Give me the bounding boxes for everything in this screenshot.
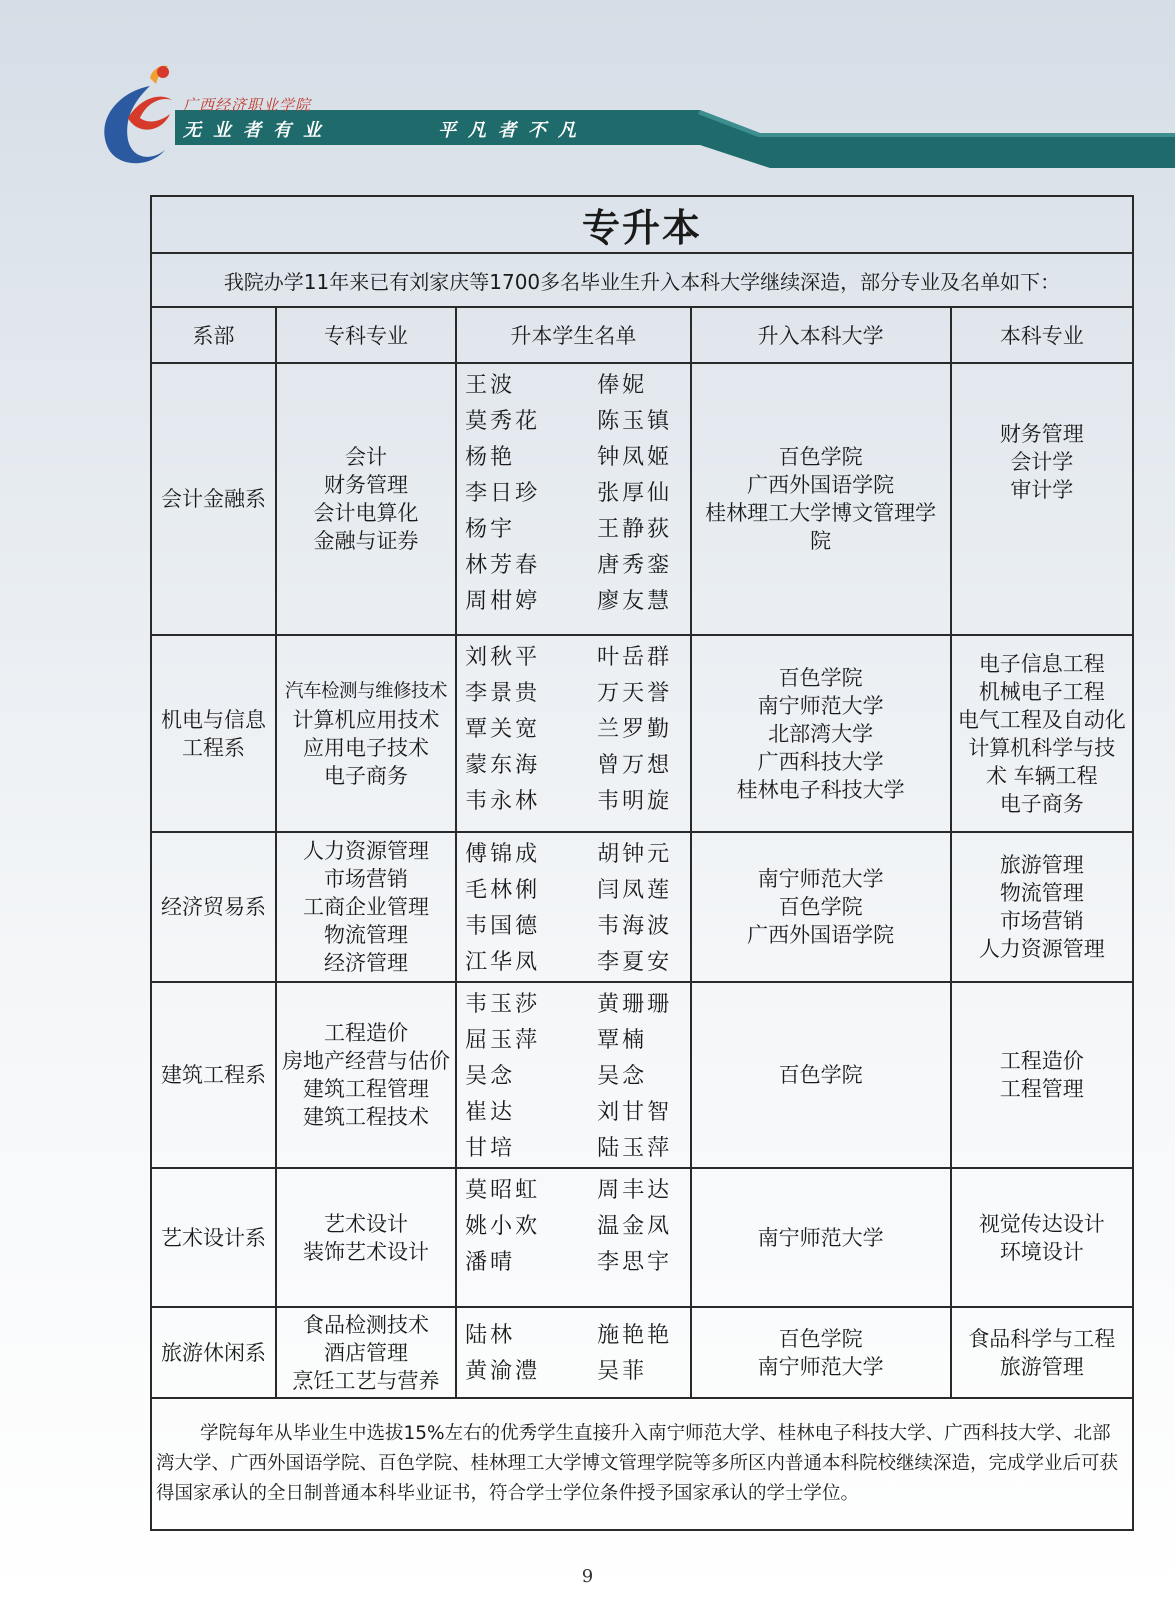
table-body [151, 363, 1133, 1398]
dept-cell: 机电与信息工程系 [151, 635, 276, 832]
student-name: 黄渝澧 [465, 1359, 541, 1384]
university-cell-line: 百色学院 [778, 445, 863, 469]
university-cell-line: 桂林电子科技大学 [736, 777, 905, 802]
dept-cell: 艺术设计系 [151, 1168, 276, 1307]
student-name: 毛林俐 [465, 878, 541, 903]
student-name: 施艳艳 [597, 1323, 673, 1348]
majors-cell-line: 汽车检测与维修技术 [285, 680, 448, 702]
student-name: 韦永林 [465, 789, 541, 814]
bachelor-cell-line: 电气工程及自动化 [957, 707, 1126, 732]
majors-cell-line: 物流管理 [324, 923, 408, 947]
bachelor-cell [951, 832, 1133, 982]
bachelor-cell-line: 工程造价 [999, 1049, 1084, 1073]
student-name: 甘培 [465, 1136, 516, 1161]
bachelor-cell-line: 电子信息工程 [978, 651, 1105, 676]
majors-cell-line: 电子商务 [324, 763, 408, 788]
university-cell-line: 百色学院 [778, 895, 863, 919]
university-cell-line: 院 [810, 529, 832, 553]
university-cell [691, 1168, 951, 1307]
student-name: 胡钟元 [597, 842, 673, 867]
table-title: 专升本 [151, 196, 1133, 253]
bachelor-cell-line: 电子商务 [999, 791, 1084, 816]
bachelor-cell-line: 术 车辆工程 [985, 763, 1098, 788]
university-cell-line: 南宁师范大学 [757, 1354, 884, 1379]
student-name: 杨宇 [465, 517, 516, 542]
university-cell-line: 桂林理工大学博文管理学 [705, 501, 937, 525]
bachelor-cell-line: 审计学 [1010, 478, 1074, 502]
student-name: 万天誉 [597, 681, 673, 706]
table-row [151, 363, 1133, 635]
majors-cell-line: 建筑工程管理 [303, 1077, 429, 1101]
majors-cell-line: 应用电子技术 [303, 735, 429, 760]
table-row [151, 635, 1133, 832]
bachelor-cell [951, 635, 1133, 832]
student-name: 闫凤莲 [597, 878, 673, 903]
student-name: 莫秀花 [465, 409, 541, 434]
university-cell [691, 363, 951, 635]
university-cell-line: 南宁师范大学 [757, 1225, 884, 1250]
university-cell-line: 南宁师范大学 [757, 867, 884, 891]
student-name: 崔达 [465, 1100, 516, 1125]
bachelor-cell-line: 人力资源管理 [978, 937, 1105, 961]
bachelor-cell-line: 会计学 [1010, 450, 1074, 474]
student-name: 唐秀銮 [597, 553, 673, 578]
bachelor-cell-line: 物流管理 [999, 881, 1084, 905]
student-name: 陆林 [465, 1323, 516, 1348]
student-name: 俸妮 [597, 373, 648, 398]
student-name: 潘晴 [465, 1250, 516, 1275]
majors-cell-line: 经济管理 [324, 951, 408, 975]
university-cell [691, 1307, 951, 1398]
majors-cell [276, 635, 456, 832]
student-name: 吴菲 [597, 1359, 648, 1384]
header-dept: 系部 [151, 307, 276, 363]
student-name: 陆玉萍 [597, 1136, 673, 1161]
student-name: 傅锦成 [465, 842, 541, 867]
dept-cell: 经济贸易系 [151, 832, 276, 982]
student-name: 廖友慧 [597, 589, 673, 614]
dept-cell: 建筑工程系 [151, 982, 276, 1168]
table-row [151, 982, 1133, 1168]
student-name: 杨艳 [465, 445, 516, 470]
student-name: 覃关宽 [465, 717, 541, 742]
student-name: 刘秋平 [465, 645, 541, 670]
university-cell-line: 南宁师范大学 [757, 693, 884, 718]
university-cell [691, 635, 951, 832]
bachelor-cell [951, 1168, 1133, 1307]
bachelor-cell-line: 旅游管理 [999, 1354, 1084, 1379]
university-cell-line: 百色学院 [778, 665, 863, 690]
names-cell [456, 982, 690, 1168]
student-name: 王静荻 [597, 517, 673, 542]
bachelor-cell-line: 工程管理 [999, 1077, 1084, 1101]
majors-cell [276, 982, 456, 1168]
majors-cell-line: 市场营销 [324, 867, 408, 891]
majors-cell [276, 1168, 456, 1307]
student-name: 李景贵 [465, 681, 541, 706]
majors-cell-line: 财务管理 [324, 473, 408, 497]
names-cell [456, 832, 690, 982]
bachelor-cell-line: 机械电子工程 [978, 679, 1105, 704]
student-name: 陈玉镇 [597, 409, 673, 434]
table-footer-note: 学院每年从毕业生中选拔15%左右的优秀学生直接升入南宁师范大学、桂林电子科技大学、广西科技大学、北部湾大学、广西外国语学院、百色学院、桂林理工大学博文管理学院等多所区内普通本科院校继续深造，完成学业后可获得国家承认的全日制普通本科毕业证书，符合学士学位条件授予国家承认的学士学位。 [151, 1398, 1133, 1530]
student-name: 黄珊珊 [597, 992, 673, 1017]
header-university: 升入本科大学 [691, 307, 951, 363]
header-names: 升本学生名单 [456, 307, 690, 363]
table-row [151, 1168, 1133, 1307]
bachelor-cell [951, 982, 1133, 1168]
university-cell-line: 广西外国语学院 [747, 923, 895, 947]
student-name: 姚小欢 [465, 1214, 541, 1239]
university-cell [691, 982, 951, 1168]
page-header [0, 0, 1175, 190]
bachelor-cell-line: 市场营销 [999, 909, 1084, 933]
university-cell-line: 北部湾大学 [768, 721, 874, 746]
dept-cell: 旅游休闲系 [151, 1307, 276, 1398]
student-name: 王波 [465, 373, 516, 398]
student-name: 兰罗勤 [597, 717, 673, 742]
bachelor-cell-line: 视觉传达设计 [978, 1211, 1105, 1236]
student-name: 覃楠 [597, 1028, 648, 1053]
majors-cell-line: 房地产经营与估价 [282, 1049, 450, 1073]
student-name: 韦明旋 [597, 789, 673, 814]
student-name: 钟凤姬 [597, 445, 673, 470]
majors-cell [276, 363, 456, 635]
table-row [151, 832, 1133, 982]
student-name: 刘甘智 [597, 1100, 673, 1125]
student-name: 周丰达 [597, 1178, 673, 1203]
student-name: 屈玉萍 [465, 1028, 541, 1053]
table-header-row [151, 307, 1133, 363]
majors-cell-line: 食品检测技术 [303, 1312, 429, 1337]
names-cell [456, 363, 690, 635]
student-name: 吴念 [597, 1064, 648, 1089]
majors-cell-line: 人力资源管理 [303, 839, 429, 863]
student-name: 李夏安 [597, 950, 673, 975]
student-name: 温金凤 [597, 1214, 673, 1239]
upgrade-table [150, 195, 1134, 1531]
student-name: 曾万想 [597, 753, 673, 778]
student-name: 叶岳群 [597, 645, 673, 670]
names-cell [456, 1307, 690, 1398]
header-banner [0, 0, 1175, 190]
majors-cell-line: 会计 [345, 445, 387, 469]
university-cell-line: 百色学院 [778, 1063, 863, 1087]
names-cell [456, 1168, 690, 1307]
student-name: 莫昭虹 [465, 1178, 541, 1203]
table-intro: 我院办学11年来已有刘家庆等1700多名毕业生升入本科大学继续深造，部分专业及名单如下： [151, 253, 1133, 307]
school-logo-icon [104, 66, 172, 164]
bachelor-cell-line: 环境设计 [999, 1239, 1084, 1264]
majors-cell-line: 会计电算化 [313, 501, 419, 525]
student-name: 江华凤 [465, 950, 541, 975]
student-name: 张厚仙 [597, 481, 673, 506]
majors-cell-line: 工程造价 [324, 1021, 408, 1045]
university-cell-line: 广西科技大学 [757, 749, 884, 774]
page-number: 9 [581, 1566, 594, 1587]
names-cell [456, 635, 690, 832]
university-cell-line: 百色学院 [778, 1326, 863, 1351]
student-name: 吴念 [465, 1064, 516, 1089]
majors-cell-line: 建筑工程技术 [303, 1105, 429, 1129]
motto-left: 无业者有业 [183, 120, 333, 141]
student-name: 林芳春 [465, 553, 541, 578]
majors-cell-line: 酒店管理 [324, 1340, 408, 1365]
majors-cell [276, 1307, 456, 1398]
majors-cell [276, 832, 456, 982]
majors-cell-line: 烹饪工艺与营养 [292, 1368, 440, 1393]
bachelor-cell [951, 363, 1133, 635]
header-bachelor: 本科专业 [951, 307, 1133, 363]
school-name: 广西经济职业学院 [183, 96, 312, 114]
student-name: 韦海波 [597, 914, 673, 939]
header-majors: 专科专业 [276, 307, 456, 363]
student-name: 韦玉莎 [465, 992, 541, 1017]
motto-right: 平凡者不凡 [438, 120, 588, 141]
majors-cell-line: 金融与证券 [313, 529, 419, 553]
bachelor-cell [951, 1307, 1133, 1398]
university-cell-line: 广西外国语学院 [747, 473, 895, 497]
student-name: 周柑婷 [465, 589, 541, 614]
bachelor-cell-line: 计算机科学与技 [968, 735, 1116, 760]
majors-cell-line: 计算机应用技术 [292, 707, 440, 732]
dept-cell: 会计金融系 [151, 363, 276, 635]
bachelor-cell-line: 财务管理 [999, 422, 1084, 446]
student-name: 李思宇 [597, 1250, 673, 1275]
student-name: 李日珍 [465, 481, 541, 506]
table-row [151, 1307, 1133, 1398]
university-cell [691, 832, 951, 982]
majors-cell-line: 艺术设计 [324, 1211, 408, 1236]
bachelor-cell-line: 食品科学与工程 [968, 1326, 1116, 1351]
student-name: 蒙东海 [465, 753, 541, 778]
student-name: 韦国德 [465, 914, 541, 939]
majors-cell-line: 工商企业管理 [303, 895, 429, 919]
majors-cell-line: 装饰艺术设计 [303, 1239, 429, 1264]
bachelor-cell-line: 旅游管理 [999, 853, 1084, 877]
